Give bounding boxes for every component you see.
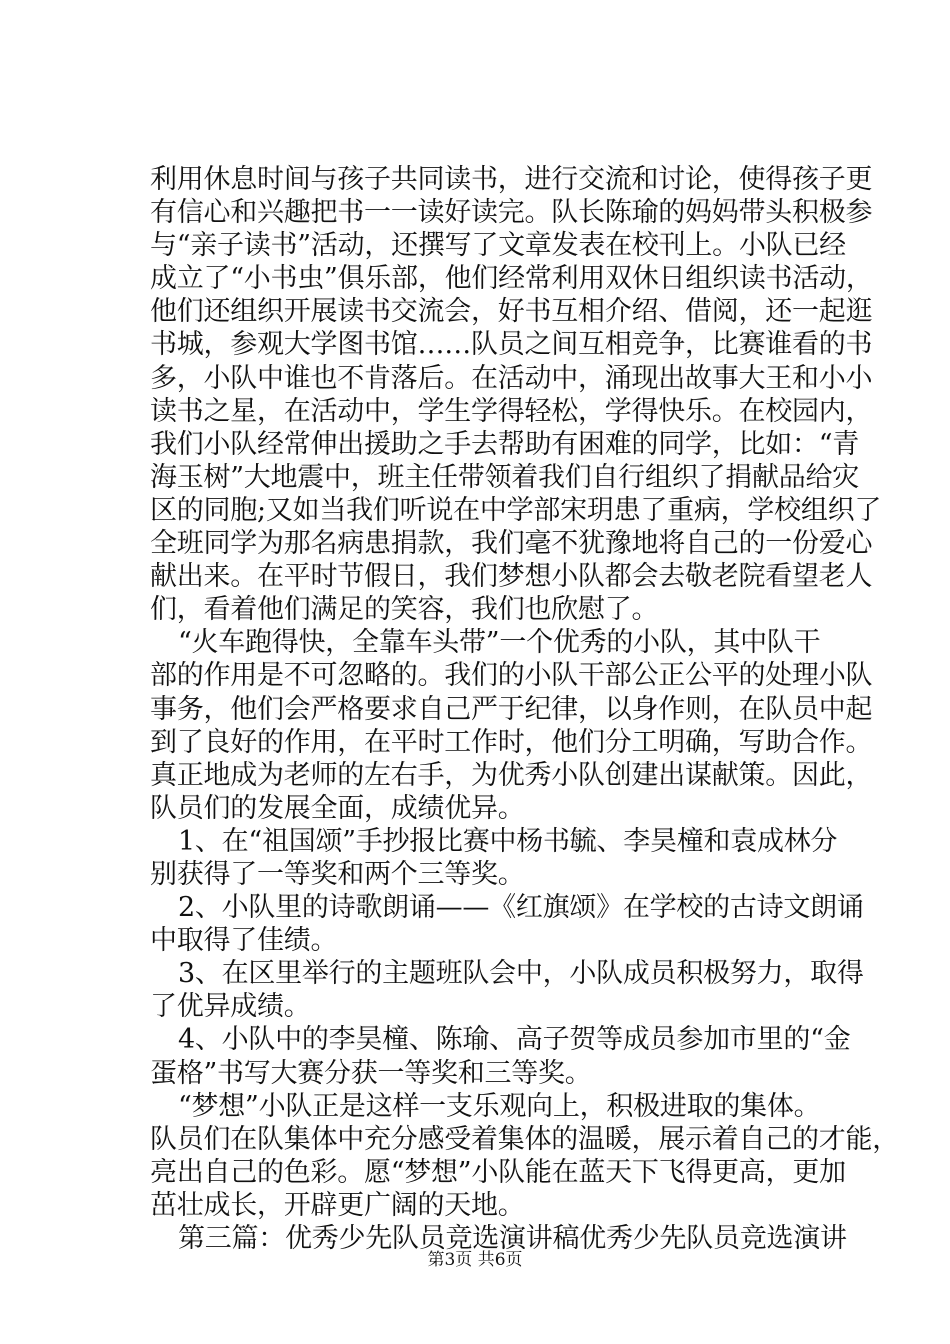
text-line: 有信心和兴趣把书一一读好读完。队长陈瑜的妈妈带头积极参: [150, 197, 873, 229]
text-line: 中取得了佳绩。: [150, 925, 338, 957]
text-line: 多，小队中谁也不肯落后。在活动中，涌现出故事大王和小小: [150, 362, 873, 394]
text-line: 2、小队里的诗歌朗诵——《红旗颂》在学校的古诗文朗诵: [178, 892, 864, 924]
text-line: 利用休息时间与孩子共同读书，进行交流和讨论，使得孩子更: [150, 164, 873, 195]
text-line: 茁壮成长，开辟更广阔的天地。: [150, 1189, 525, 1221]
text-line: 他们还组织开展读书交流会，好书互相介绍、借阅，还一起逛: [150, 296, 873, 328]
text-line: 到了良好的作用，在平时工作时，他们分工明确，写助合作。: [150, 726, 873, 758]
text-line: 成立了“小书虫”俱乐部，他们经常利用双休日组织读书活动，: [150, 263, 873, 295]
text-line: “梦想”小队正是这样一支乐观向上，积极进取的集体。: [178, 1090, 821, 1122]
text-line: 4、小队中的李昊橦、陈瑜、高子贺等成员参加市里的“金: [178, 1024, 851, 1056]
text-line: 书城，参观大学图书馆……队员之间互相竞争，比赛谁看的书: [150, 329, 873, 361]
text-line: 亮出自己的色彩。愿“梦想”小队能在蓝天下飞得更高，更加: [150, 1156, 846, 1188]
text-line: 1、在“祖国颂”手抄报比赛中杨书毓、李昊橦和袁成林分: [178, 825, 838, 857]
text-line: 我们小队经常伸出援助之手去帮助有困难的同学，比如：“青: [150, 428, 860, 460]
text-line: 海玉树”大地震中，班主任带领着我们自行组织了捐献品给灾: [150, 461, 860, 493]
text-line: 部的作用是不可忽略的。我们的小队干部公正公平的处理小队: [150, 660, 873, 692]
text-line: 队员们在队集体中充分感受着集体的温暖，展示着自己的才能，: [150, 1123, 899, 1155]
text-line: 事务，他们会严格要求自己严于纪律，以身作则，在队员中起: [150, 693, 873, 725]
text-line: 真正地成为老师的左右手，为优秀小队创建出谋献策。因此，: [150, 759, 873, 791]
text-line: 蛋格”书写大赛分获一等奖和三等奖。: [150, 1057, 592, 1089]
text-line: 队员们的发展全面，成绩优异。: [150, 792, 525, 824]
page-footer: 第3页 共6页: [427, 1250, 523, 1270]
text-line: 了优异成绩。: [150, 991, 311, 1023]
text-line: “火车跑得快，全靠车头带”一个优秀的小队，其中队干: [178, 627, 821, 659]
text-line: 区的同胞;又如当我们听说在中学部宋玥患了重病，学校组织了: [150, 494, 882, 526]
text-line: 别获得了一等奖和两个三等奖。: [150, 858, 525, 890]
text-line: 读书之星，在活动中，学生学得轻松，学得快乐。在校园内，: [150, 395, 873, 427]
text-line: 们，看着他们满足的笑容，我们也欣慰了。: [150, 594, 659, 626]
text-line: 献出来。在平时节假日，我们梦想小队都会去敬老院看望老人: [150, 561, 873, 593]
text-line: 第三篇：优秀少先队员竞选演讲稿优秀少先队员竞选演讲: [178, 1223, 847, 1254]
text-line: 3、在区里举行的主题班队会中，小队成员积极努力，取得: [178, 958, 864, 990]
document-body: [150, 163, 899, 1255]
text-line: 全班同学为那名病患捐款，我们毫不犹豫地将自己的一份爱心: [150, 528, 873, 560]
text-line: 与“亲子读书”活动，还撰写了文章发表在校刊上。小队已经: [150, 230, 846, 262]
